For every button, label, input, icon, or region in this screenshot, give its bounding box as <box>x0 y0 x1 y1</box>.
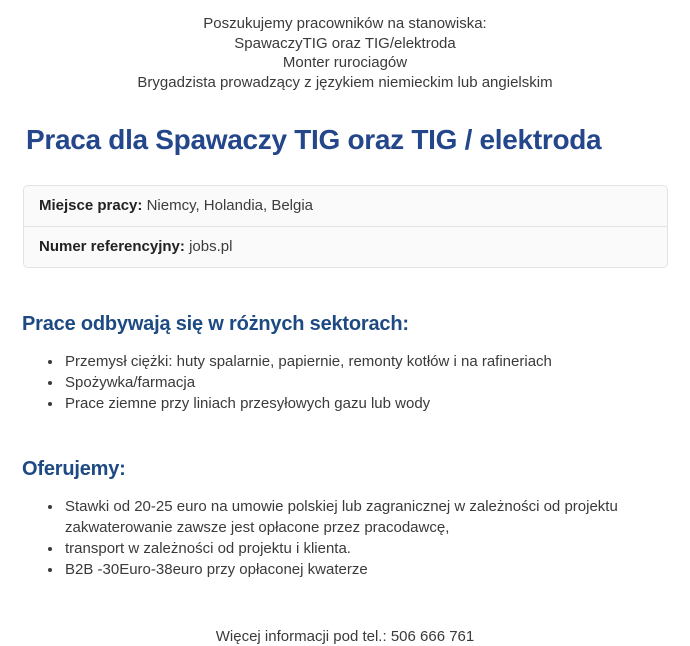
info-value-location: Niemcy, Holandia, Belgia <box>146 197 314 214</box>
page-title: Praca dla Spawaczy TIG oraz TIG / elektroda <box>26 124 602 155</box>
intro-line: SpawaczyTIG oraz TIG/elektroda <box>234 34 456 52</box>
list-item: • transport w zależności od projektu i klienta. <box>63 538 663 559</box>
section-heading-offer: Oferujemy: <box>22 458 126 480</box>
section-heading-sectors: Prace odbywają się w różnych sektorach: <box>22 313 409 335</box>
list-item: • Prace ziemne przy liniach przesyłowych gazu lub wody <box>63 393 663 414</box>
sectors-list <box>23 351 663 414</box>
intro-line: Poszukujemy pracowników na stanowiska: <box>203 15 487 32</box>
list-item: • Przemysł ciężki: huty spalarnie, papiernie, remonty kotłów i na rafineriach <box>63 351 663 372</box>
list-item: • Spożywka/farmacja <box>63 372 663 393</box>
table-row <box>24 226 667 267</box>
intro-line: Monter rurociagów <box>282 54 408 71</box>
list-item: • B2B -30Euro-38euro przy opłaconej kwaterze <box>63 559 663 580</box>
table-row <box>24 186 667 226</box>
offer-list <box>23 496 663 580</box>
job-info-table <box>23 185 668 268</box>
intro-line: Brygadzista prowadzący z językiem niemieckim lub angielskim <box>137 73 553 91</box>
intro-block <box>0 0 690 92</box>
info-label-location: Miejsce pracy: <box>39 197 143 214</box>
info-label-reference: Numer referencyjny: <box>39 238 185 255</box>
footer-contact-info: Więcej informacji pod tel.: 506 666 761 <box>215 628 475 645</box>
list-item: • Stawki od 20-25 euro na umowie polskiej lub zagranicznej w zależności od projektu zakwaterowanie zawsze jest opłacone przez pracodawcę, <box>63 496 663 538</box>
info-value-reference: jobs.pl <box>189 238 233 255</box>
